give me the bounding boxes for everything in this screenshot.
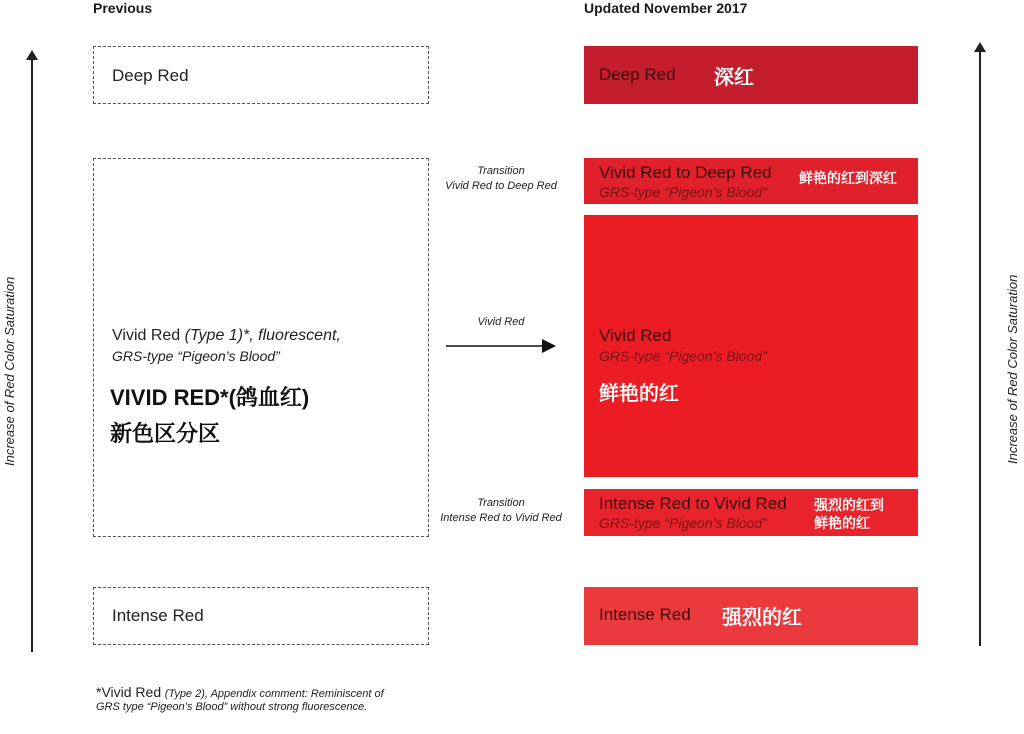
right-axis-line — [979, 50, 981, 646]
previous-vivid-red-line1 — [112, 327, 341, 345]
transition-top-sub: Vivid Red to Deep Red — [445, 180, 557, 192]
footnote-type: (Type 2) — [164, 688, 205, 700]
updated-intense-to-vivid-box — [584, 489, 918, 536]
updated-vivid-to-deep-box — [584, 158, 918, 204]
updated-intense-to-vivid-cn-2: 鲜艳的红 — [814, 516, 870, 532]
updated-vivid-to-deep-sub: GRS-type “Pigeon’s Blood” — [599, 184, 767, 200]
updated-header: Updated November 2017 — [584, 0, 748, 16]
footnote-line1 — [96, 684, 384, 700]
updated-deep-red-cn: 深红 — [714, 65, 754, 89]
previous-vivid-red-grs: GRS-type “Pigeon’s Blood” — [112, 348, 280, 364]
right-axis-arrow-icon — [974, 42, 986, 52]
updated-vivid-red-box — [584, 215, 918, 477]
transition-middle-label: Vivid Red — [477, 316, 525, 328]
left-axis-label: Increase of Red Color Saturation — [2, 276, 17, 466]
updated-intense-red-box — [584, 587, 918, 645]
previous-intense-red-label: Intense Red — [112, 606, 204, 625]
updated-vivid-red-label: Vivid Red — [599, 326, 672, 345]
right-axis-label: Increase of Red Color Saturation — [1005, 274, 1020, 464]
transition-bottom — [430, 496, 572, 526]
vivid-red-name: Vivid Red — [112, 327, 181, 344]
updated-vivid-red-sub: GRS-type “Pigeon’s Blood” — [599, 348, 767, 364]
updated-intense-to-vivid-cn-1: 强烈的红到 — [814, 498, 884, 514]
updated-vivid-red-cn: 鲜艳的红 — [599, 381, 679, 405]
previous-intense-red-box — [93, 587, 429, 645]
arrow-right-icon — [446, 338, 556, 354]
left-axis-line — [31, 58, 33, 652]
previous-deep-red-label: Deep Red — [112, 66, 189, 85]
transition-bottom-title: Transition — [477, 497, 525, 509]
previous-vivid-red-big: VIVID RED*(鸽血红) — [110, 385, 310, 410]
updated-intense-red-cn: 强烈的红 — [722, 605, 802, 629]
previous-deep-red-box — [93, 46, 429, 104]
updated-deep-red-box — [584, 46, 918, 104]
vivid-red-type: (Type 1)* — [184, 327, 250, 344]
updated-vivid-to-deep-cn: 鲜艳的红到深红 — [799, 171, 897, 187]
updated-intense-to-vivid-sub: GRS-type “Pigeon’s Blood” — [599, 515, 767, 531]
footnote-line2: GRS type “Pigeon’s Blood” without strong fluorescence. — [96, 701, 368, 713]
footnote-rest: , Appendix comment: Reminiscent of — [204, 688, 384, 700]
previous-vivid-red-zone: 新色区分区 — [110, 421, 221, 446]
updated-deep-red-label: Deep Red — [599, 65, 676, 84]
left-axis-arrow-icon — [26, 50, 38, 60]
previous-vivid-red-box — [93, 158, 429, 537]
updated-intense-red-label: Intense Red — [599, 605, 691, 624]
updated-intense-to-vivid-label: Intense Red to Vivid Red — [599, 494, 787, 513]
footnote-name: *Vivid Red — [96, 684, 162, 700]
transition-top-title: Transition — [477, 165, 525, 177]
transition-top — [430, 164, 572, 194]
transition-bottom-sub: Intense Red to Vivid Red — [440, 512, 562, 524]
previous-header: Previous — [93, 0, 153, 16]
updated-vivid-to-deep-label: Vivid Red to Deep Red — [599, 163, 772, 182]
vivid-red-rest: , fluorescent, — [249, 327, 341, 344]
